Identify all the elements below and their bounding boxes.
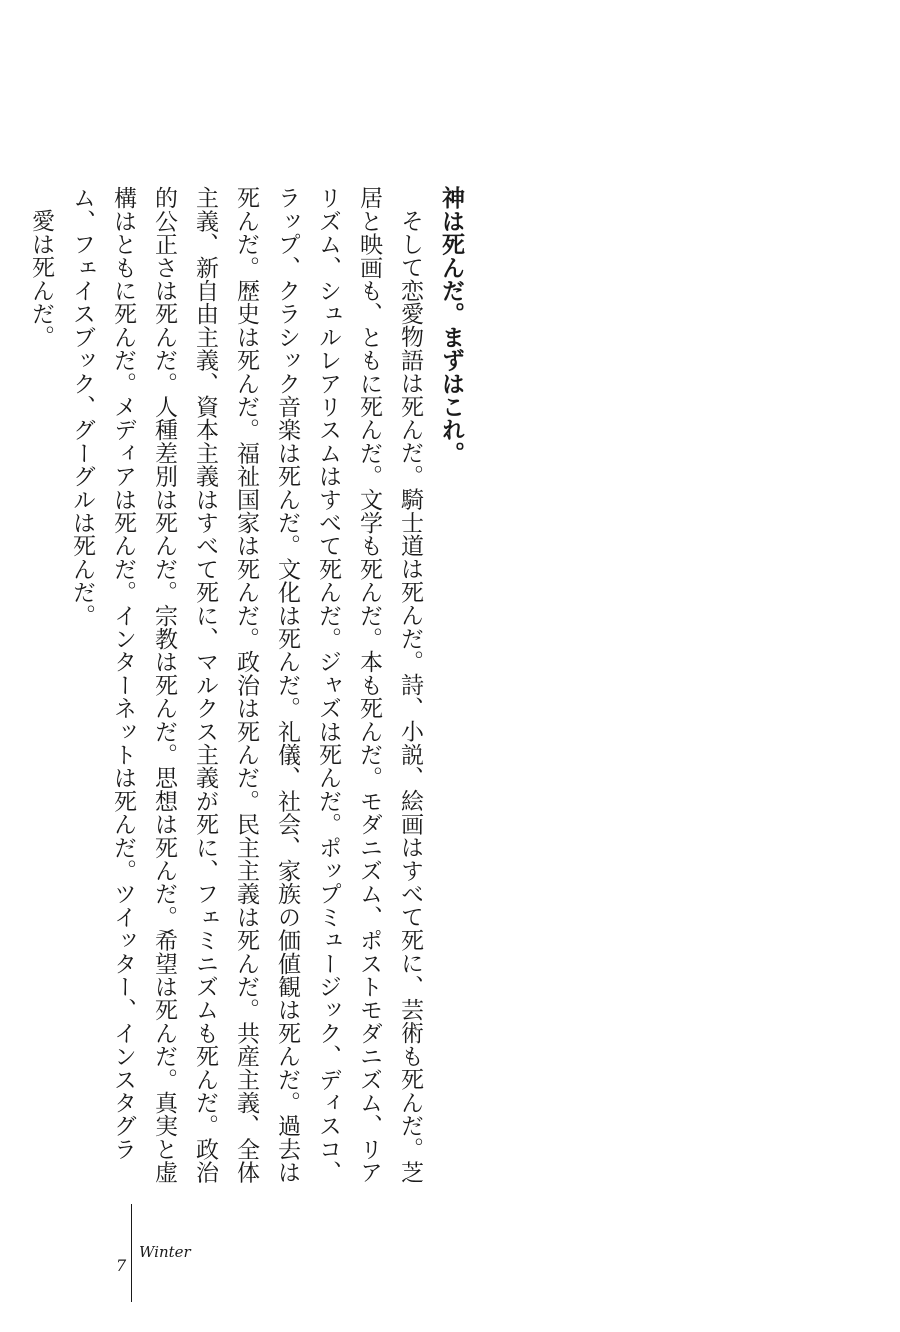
vertical-text-block — [28, 186, 472, 1186]
running-head: Winter — [139, 1243, 191, 1261]
folio-divider — [131, 1204, 132, 1302]
page-number: 7 — [116, 1256, 127, 1275]
paragraph-opening — [430, 186, 472, 1186]
paragraph-closing: 愛は死んだ。 — [28, 209, 54, 349]
opening-line: 神は死んだ。まずはこれ。 — [438, 186, 465, 465]
paragraph-main: そして恋愛物語は死んだ。騎士道は死んだ。詩、小説、絵画はすべて死に、芸術も死んだ。芝居と映画も、ともに死んだ。文学も死んだ。本も死んだ。モダニズム、ポストモダニズム、リアリズム、シュルレアリスムはすべて死んだ。ジャズは死んだ。ポップミュージック、ディスコ、ラップ、クラシック音楽は死んだ。文化は死んだ。礼儀、社会、家族の価値観は死んだ。過去は死んだ。歴史は死んだ。福祉国家は死んだ。政治は死んだ。民主主義は死んだ。共産主義、全体主義、新自由主義、資本主義はすべて死に、マルクス主義が死に、フェミニズムも死んだ。政治的公正さは死んだ。人種差別は死んだ。宗教は死んだ。思想は死んだ。希望は死んだ。真実と虚構はともに死んだ。メディアは死んだ。インターネットは死んだ。ツイッター、インスタグラム、フェイスブック、グーグルは死んだ。 — [69, 186, 423, 1184]
